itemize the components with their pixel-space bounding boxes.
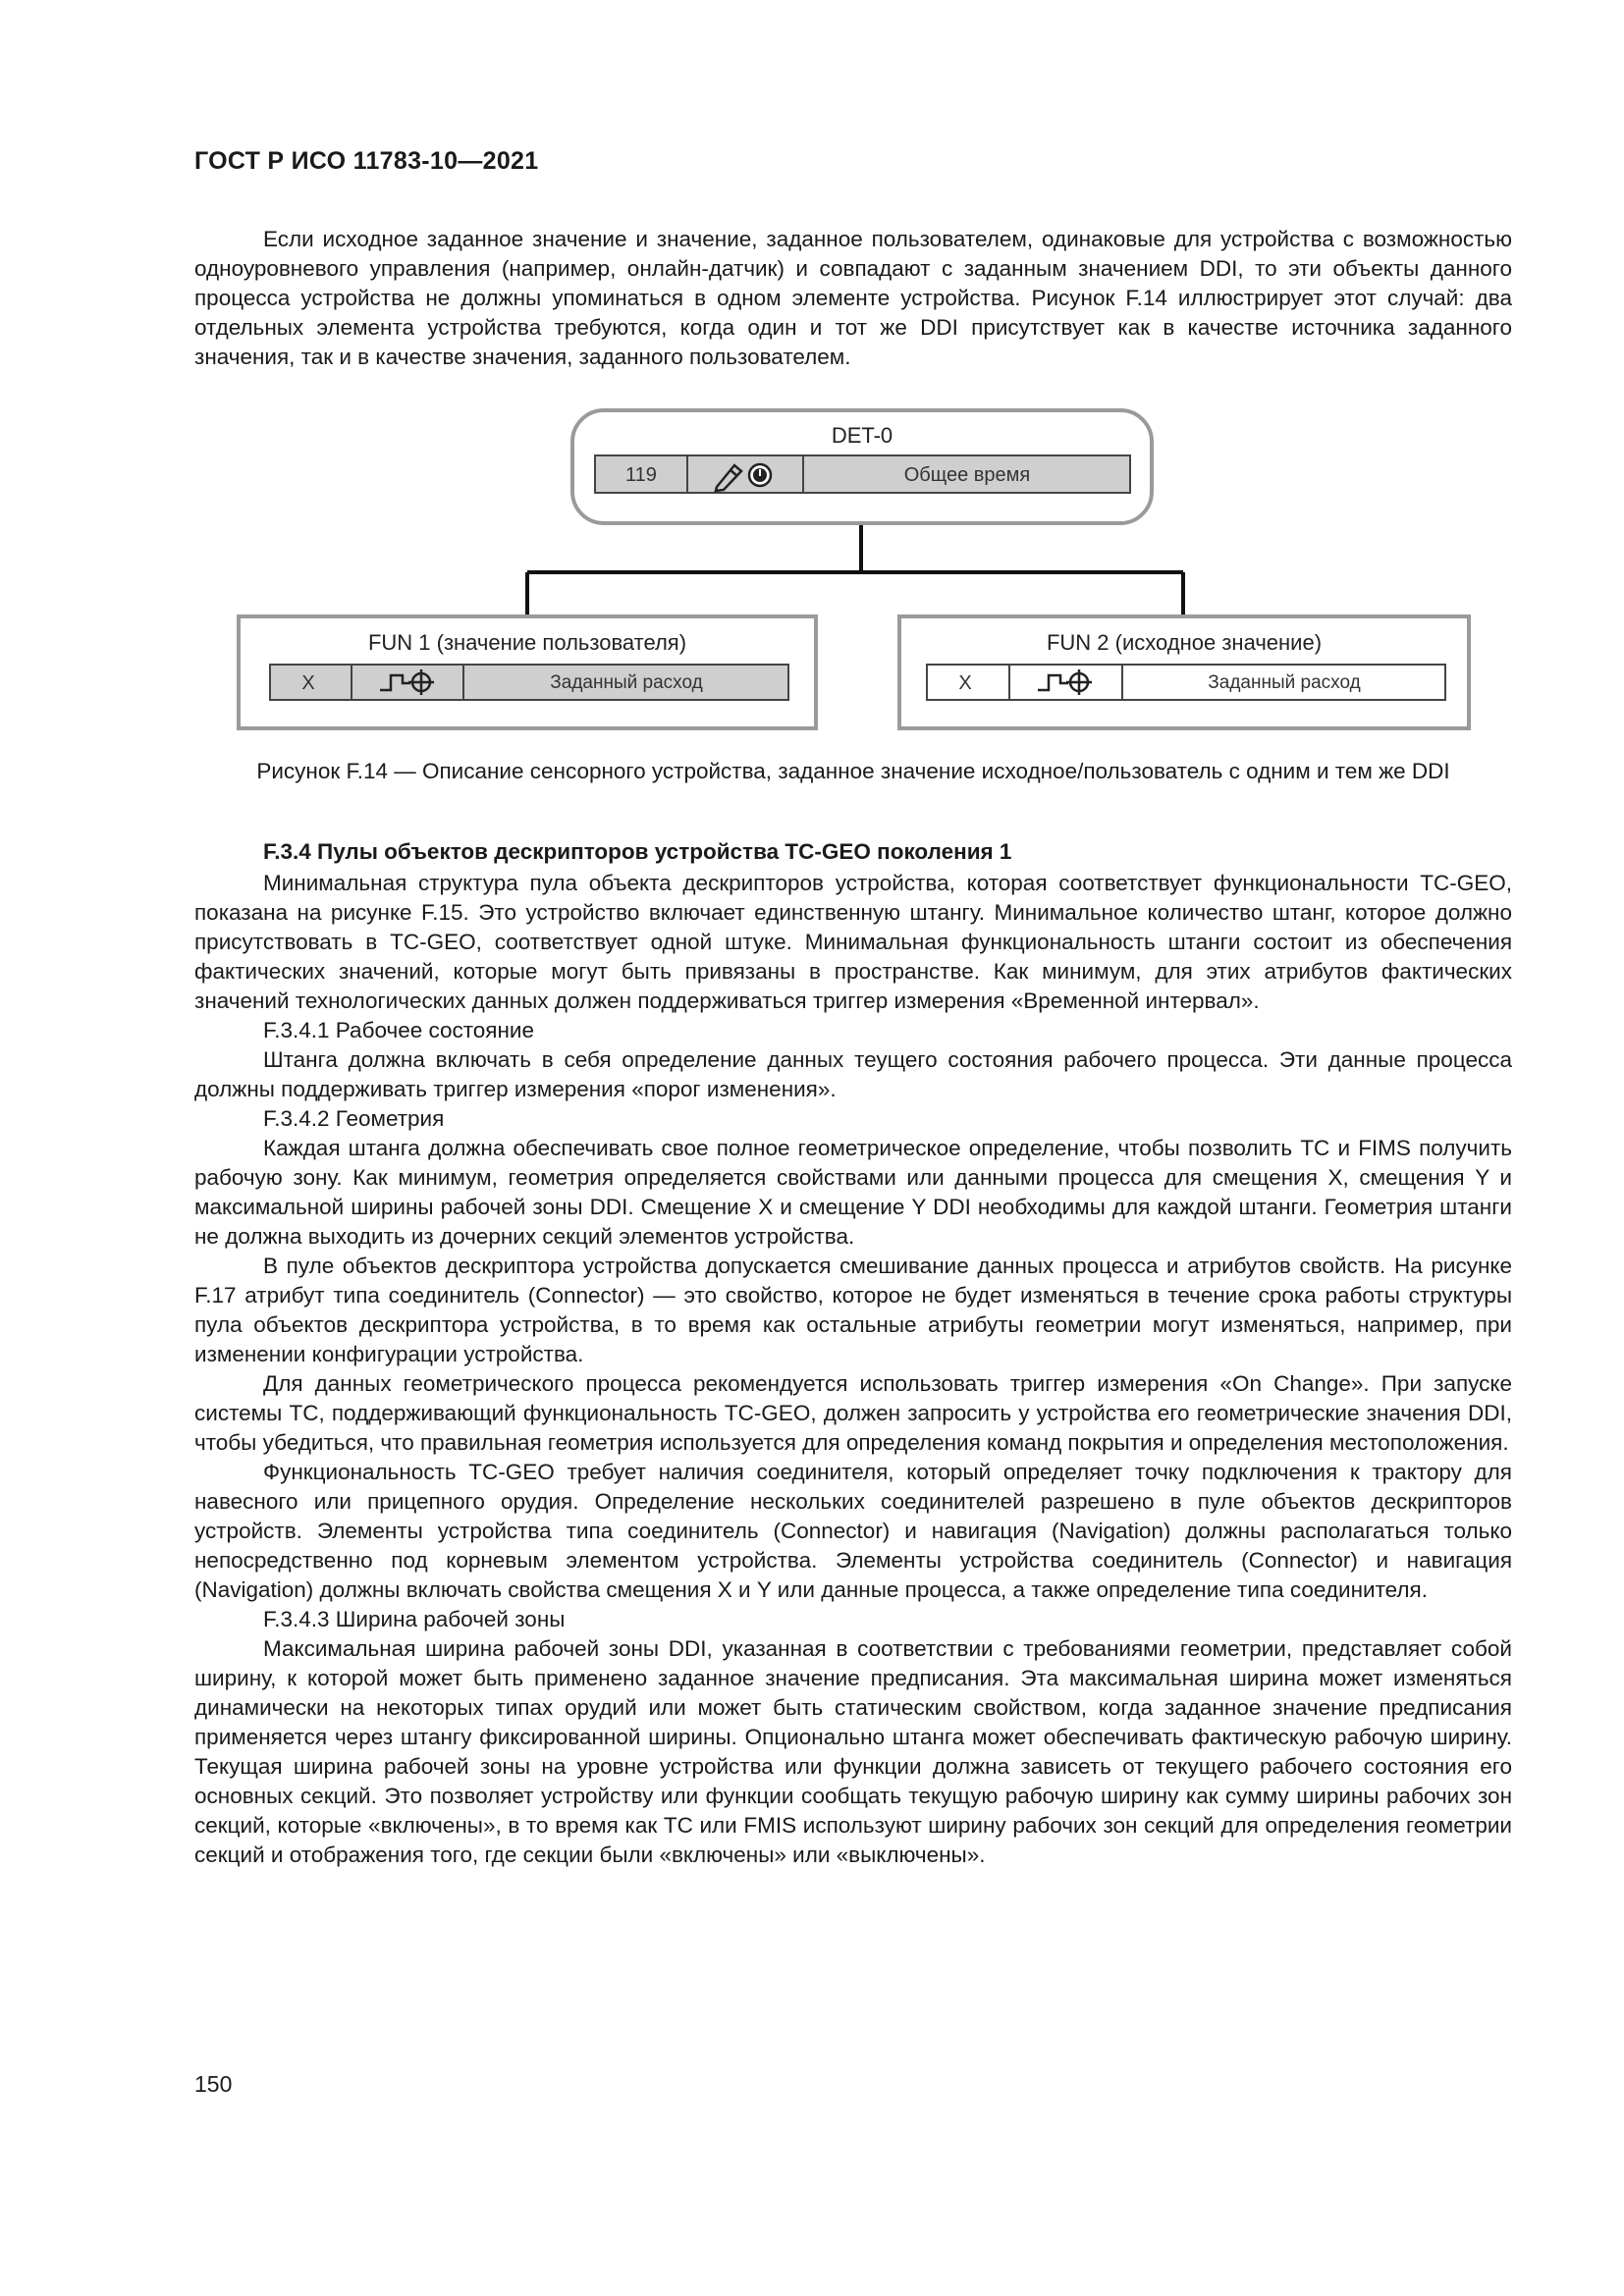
fun-1-element bbox=[239, 616, 816, 728]
section-paragraph: Каждая штанга должна обеспечивать свое полное геометрическое определение, чтобы позволить TC и FIMS получить рабочую зону. Как минимум, геометрия определяется свойствами или данными процесса для смещения X, смещения Y и максимальной ширины рабочей зоны DDI. Смещение X и смещение Y DDI необходимы для каждой штанги. Геометрия штанги не должна выходить из дочерних секций элементов устройства. bbox=[194, 1136, 1512, 1249]
det-0-label: Общее время bbox=[903, 464, 1031, 486]
intro-text: Если исходное заданное значение и значение, заданное пользователем, одинаковые для устройства с возможностью одноуровневого управления (например, онлайн-датчик) и совпадают с заданным значением DDI, то эти объекты данного процесса устройства не должны упоминаться в одном элементе устройства. Рисунок F.14 иллюстрирует этот случай: два отдельных элемента устройства требуются, когда один и тот же DDI присутствует как в качестве источника заданного значения, так и в качестве значения, заданного пользователем. bbox=[194, 227, 1512, 369]
section-paragraph: Функциональность TC-GEO требует наличия соединителя, который определяет точку подключения к трактору для навесного или прицепного орудия. Определение нескольких соединителей разрешено в пуле объектов дескрипторов устройств. Элементы устройства типа соединитель (Connector) и навигация (Navigation) должны располагаться только непосредственно под корневым элементом устройства. Элементы устройства соединитель (Connector) и навигация (Navigation) должны включать свойства смещения X и Y или данные процесса, а также определение типа соединителя. bbox=[194, 1460, 1512, 1602]
section-paragraph: Максимальная ширина рабочей зоны DDI, указанная в соответствии с требованиями геометрии, представляет собой ширину, к которой может быть применено заданное значение предписания. Эта максимальная ширина может изменяться динамически на некоторых типах орудий или может быть статическим свойством, когда заданное значение предписания применяется через штангу фиксированной ширины. Опционально штанга может обеспечивать фактическую рабочую ширину. Текущая ширина рабочей зоны на уровне устройства или функции должна зависеть от текущего рабочего состояния его основных секций. Это позволяет устройству или функции сообщать текущую рабочую ширину как сумму ширины рабочих зон секций, которые «включены», в то время как TC или FMIS используют ширину рабочих зон секций для определения геометрии секций и отображения того, где секции были «включены» или «выключены». bbox=[194, 1636, 1512, 1867]
subsection-title-working-width: F.3.4.3 Ширина рабочей зоны bbox=[263, 1607, 566, 1631]
tree-connectors bbox=[527, 522, 1183, 616]
figure-caption: Рисунок F.14 — Описание сенсорного устройства, заданное значение исходное/пользователь с одним и тем же DDI bbox=[256, 759, 1450, 783]
det-0-title: DET-0 bbox=[831, 423, 893, 448]
det-0-ddi: 119 bbox=[625, 464, 657, 486]
section-paragraph: Для данных геометрического процесса рекомендуется использовать триггер измерения «On Change». При запуске системы TC, поддерживающий функциональность TC-GEO, должен запросить у устройства его геометрические значения DDI, чтобы убедиться, что правильная геометрия используется для определения команд покрытия и определения местоположения. bbox=[194, 1371, 1512, 1455]
fun-1-label: Заданный расход bbox=[550, 672, 703, 693]
fun-1-ddi: X bbox=[301, 672, 315, 694]
standard-header: ГОСТ Р ИСО 11783-10—2021 bbox=[194, 147, 539, 175]
fun-2-title: FUN 2 (исходное значение) bbox=[1046, 630, 1323, 655]
det-0-element bbox=[572, 410, 1152, 523]
subsection-title-working-state: F.3.4.1 Рабочее состояние bbox=[263, 1018, 534, 1042]
fun-1-title: FUN 1 (значение пользователя) bbox=[367, 630, 687, 655]
fun-2-label: Заданный расход bbox=[1208, 672, 1361, 693]
section-title: F.3.4 Пулы объектов дескрипторов устройства TC-GEO поколения 1 bbox=[263, 839, 1012, 864]
section-paragraph: Штанга должна включать в себя определение данных теущего состояния рабочего процесса. Эти данные процесса должны поддерживать триггер измерения «порог изменения». bbox=[194, 1047, 1512, 1101]
section-body bbox=[194, 869, 1512, 1870]
subsection-title-geometry: F.3.4.2 Геометрия bbox=[263, 1106, 445, 1131]
fun-2-ddi: X bbox=[958, 672, 972, 694]
page-number: 150 bbox=[194, 2071, 233, 2097]
fun-2-element bbox=[899, 616, 1469, 728]
section-paragraph: В пуле объектов дескриптора устройства допускается смешивание данных процесса и атрибутов свойств. На рисунке F.17 атрибут типа соединитель (Connector) — это свойство, которое не будет изменяться в течение срока работы структуры пула объектов дескриптора устройства, в то время как остальные атрибуты геометрии могут изменяться, например, при изменении конфигурации устройства. bbox=[194, 1254, 1512, 1366]
section-paragraph: Минимальная структура пула объекта дескрипторов устройства, которая соответствует функциональности TC-GEO, показана на рисунке F.15. Это устройство включает единственную штангу. Минимальное количество штанг, которое должно присутствовать в TC-GEO, соответствует одной штуке. Минимальная функциональность штанги состоит из обеспечения фактических значений, которые могут быть привязаны в пространстве. Как минимум, для этих атрибутов фактических значений технологических данных должен поддерживаться триггер измерения «Временной интервал». bbox=[194, 871, 1512, 1013]
